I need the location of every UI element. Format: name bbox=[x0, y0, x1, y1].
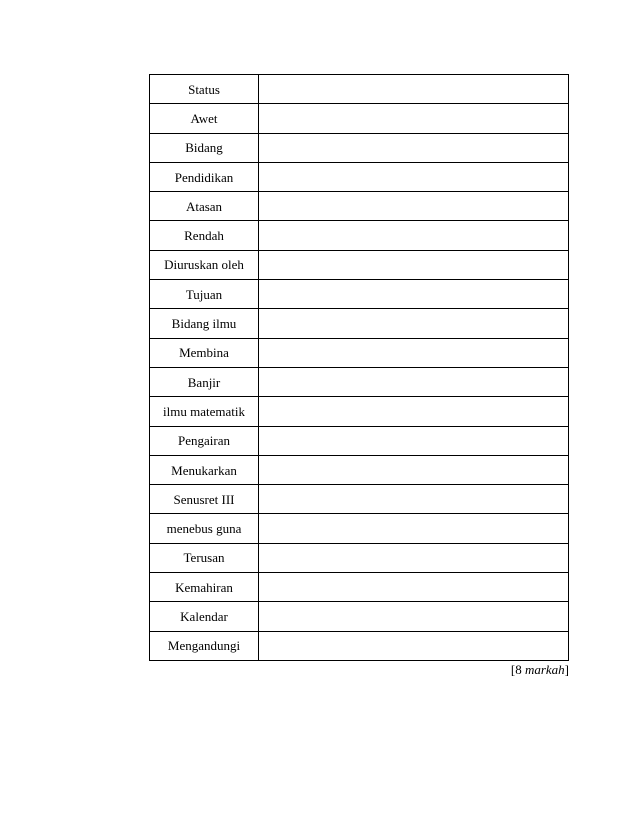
word-cell: Diuruskan oleh bbox=[150, 250, 259, 279]
answer-cell bbox=[259, 426, 569, 455]
answer-cell bbox=[259, 192, 569, 221]
table-row bbox=[150, 573, 569, 602]
word-cell: Menukarkan bbox=[150, 455, 259, 484]
table-row bbox=[150, 75, 569, 104]
table-row bbox=[150, 426, 569, 455]
answer-cell bbox=[259, 514, 569, 543]
word-cell: Bidang ilmu bbox=[150, 309, 259, 338]
marks-open-bracket: [ bbox=[510, 662, 516, 677]
word-cell: Pengairan bbox=[150, 426, 259, 455]
answer-cell bbox=[259, 573, 569, 602]
word-cell: Status bbox=[150, 75, 259, 104]
table-row bbox=[150, 602, 569, 631]
table-row bbox=[150, 338, 569, 367]
marks-label bbox=[149, 662, 569, 678]
answer-cell bbox=[259, 485, 569, 514]
answer-cell bbox=[259, 133, 569, 162]
word-cell: Atasan bbox=[150, 192, 259, 221]
table-row bbox=[150, 162, 569, 191]
table-row bbox=[150, 543, 569, 572]
table-row bbox=[150, 104, 569, 133]
answer-cell bbox=[259, 280, 569, 309]
word-cell: Senusret III bbox=[150, 485, 259, 514]
word-cell: Bidang bbox=[150, 133, 259, 162]
answer-cell bbox=[259, 162, 569, 191]
answer-cell bbox=[259, 631, 569, 660]
word-cell: Awet bbox=[150, 104, 259, 133]
answer-cell bbox=[259, 309, 569, 338]
answer-cell bbox=[259, 338, 569, 367]
word-cell: Banjir bbox=[150, 367, 259, 396]
answer-cell bbox=[259, 221, 569, 250]
answer-cell bbox=[259, 543, 569, 572]
word-cell: Membina bbox=[150, 338, 259, 367]
table-row bbox=[150, 250, 569, 279]
table-row bbox=[150, 309, 569, 338]
word-cell: ilmu matematik bbox=[150, 397, 259, 426]
table-row bbox=[150, 514, 569, 543]
answer-cell bbox=[259, 397, 569, 426]
word-cell: Kalendar bbox=[150, 602, 259, 631]
table-row bbox=[150, 367, 569, 396]
word-cell: Tujuan bbox=[150, 280, 259, 309]
table-row bbox=[150, 221, 569, 250]
word-cell: Terusan bbox=[150, 543, 259, 572]
answer-cell bbox=[259, 602, 569, 631]
word-cell: Pendidikan bbox=[150, 162, 259, 191]
word-cell: Rendah bbox=[150, 221, 259, 250]
word-cell: Kemahiran bbox=[150, 573, 259, 602]
answer-cell bbox=[259, 75, 569, 104]
table-row bbox=[150, 192, 569, 221]
answer-cell bbox=[259, 104, 569, 133]
marks-word: markah bbox=[524, 662, 565, 677]
answer-cell bbox=[259, 250, 569, 279]
table-row bbox=[150, 455, 569, 484]
table-row bbox=[150, 631, 569, 660]
table-row bbox=[150, 280, 569, 309]
table-row bbox=[150, 133, 569, 162]
table-row bbox=[150, 485, 569, 514]
vocabulary-table bbox=[149, 74, 569, 661]
vocabulary-table-body bbox=[150, 75, 569, 661]
marks-number: 8 bbox=[515, 662, 522, 677]
word-cell: Mengandungi bbox=[150, 631, 259, 660]
marks-close-bracket: ] bbox=[564, 662, 569, 677]
answer-cell bbox=[259, 367, 569, 396]
table-row bbox=[150, 397, 569, 426]
answer-cell bbox=[259, 455, 569, 484]
word-cell: menebus guna bbox=[150, 514, 259, 543]
